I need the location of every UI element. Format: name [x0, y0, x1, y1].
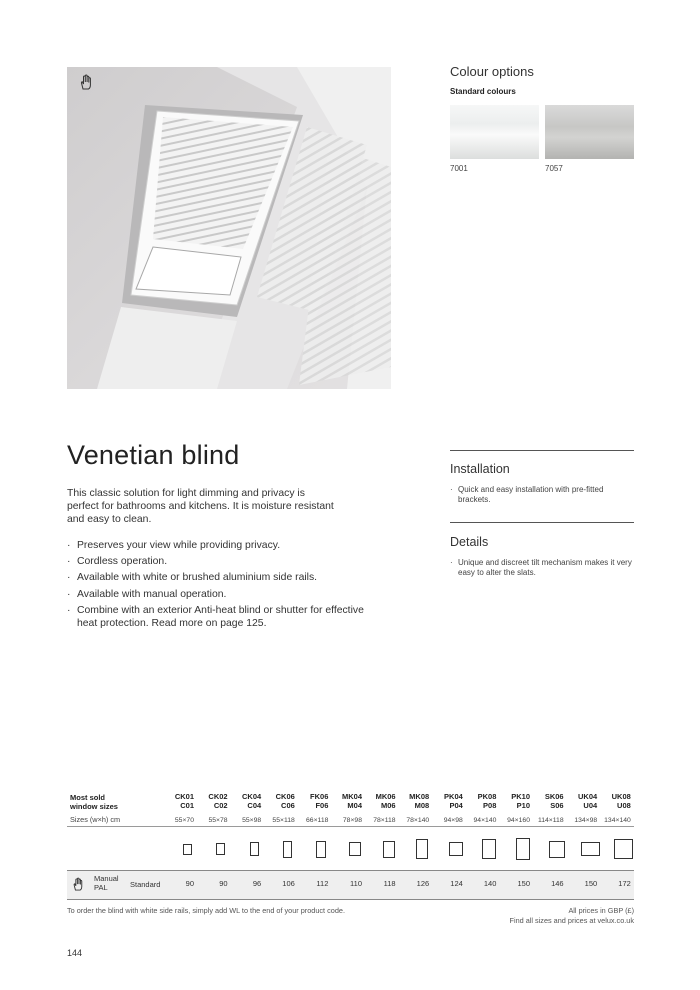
- swatch-code: 7001: [450, 164, 468, 173]
- installation-list: [450, 485, 634, 504]
- operation-line1: Manual: [94, 874, 119, 883]
- table-column: [298, 792, 329, 824]
- bullet: ·: [67, 572, 71, 584]
- bullet: ·: [67, 540, 71, 551]
- colour-swatch-7057: [545, 105, 634, 159]
- price-value: 146: [551, 879, 564, 888]
- size-value: 78×98: [342, 817, 362, 824]
- bullet: ·: [450, 558, 453, 567]
- table-column: [332, 792, 362, 824]
- bullet: ·: [67, 604, 71, 616]
- price-value: 90: [219, 879, 228, 888]
- table-column: [601, 792, 631, 824]
- swatch-code: 7057: [545, 164, 563, 173]
- product-photo: [67, 67, 391, 389]
- price-value: 124: [450, 879, 463, 888]
- intro-paragraph: This classic solution for light dimming and privacy is perfect for bathrooms and kitchens. It is moisture resistant and easy to clean.: [67, 488, 334, 526]
- product-code: UK04: [578, 792, 598, 801]
- manual-operation-hand-icon: [79, 74, 93, 91]
- product-code: PK04: [444, 792, 463, 801]
- details-list: [450, 558, 634, 577]
- list-item: [450, 558, 634, 577]
- header-label-line1: Most sold: [70, 793, 105, 802]
- window-size-icon: [549, 841, 565, 858]
- page-number: 144: [67, 948, 83, 958]
- window-size-icon: [416, 839, 428, 859]
- window-size-icon: [250, 842, 259, 856]
- product-code-short: F06: [315, 801, 329, 810]
- table-header-label: [70, 793, 118, 811]
- price-value: 90: [185, 879, 194, 888]
- section-divider: [450, 450, 634, 451]
- list-item: [450, 485, 634, 504]
- product-code: MK06: [375, 792, 396, 801]
- page-title: Venetian blind: [67, 440, 240, 470]
- list-item: [67, 539, 367, 552]
- product-code-short: C04: [247, 801, 262, 810]
- size-value: 78×118: [373, 817, 396, 824]
- product-code: FK06: [310, 792, 329, 801]
- sizes-label: Sizes (w×h) cm: [70, 815, 121, 824]
- order-note: To order the blind with white side rails, simply add WL to the end of your product code.: [67, 906, 345, 915]
- window-size-icon: [349, 842, 361, 856]
- table-column: [567, 792, 598, 824]
- feature-text: Cordless operation.: [77, 556, 168, 568]
- product-code: PK10: [511, 792, 530, 801]
- header-label-line2: window sizes: [70, 802, 118, 811]
- product-code-short: U04: [583, 801, 598, 810]
- product-code-short: U08: [617, 801, 631, 810]
- size-value: 55×78: [208, 817, 228, 824]
- operation-label: [94, 874, 119, 892]
- variant-label: Standard: [130, 880, 161, 889]
- product-code-short: M08: [414, 801, 430, 810]
- installation-title: Installation: [450, 462, 510, 476]
- product-code-short: C02: [213, 801, 228, 810]
- price-value: 118: [383, 879, 396, 888]
- size-value: 94×140: [473, 817, 497, 824]
- table-column: [366, 792, 396, 824]
- size-value: 134×98: [574, 817, 598, 824]
- section-divider: [450, 522, 634, 523]
- table-column: [164, 792, 194, 824]
- prices-note: [509, 906, 634, 926]
- list-item: [67, 571, 367, 584]
- window-size-icon: [316, 841, 326, 858]
- price-value: 150: [584, 879, 598, 888]
- window-size-icon: [183, 844, 192, 855]
- product-code-short: P08: [483, 801, 497, 810]
- table-column: [399, 792, 430, 824]
- details-text: Unique and discreet tilt mechanism makes it very easy to alter the slats.: [458, 558, 632, 577]
- table-column: [433, 792, 463, 824]
- list-item: [67, 555, 367, 568]
- product-code-short: M06: [381, 801, 396, 810]
- feature-text: Preserves your view while providing privacy.: [77, 540, 281, 551]
- skylight-venetian-blind-illustration: [67, 67, 391, 389]
- price-value: 110: [350, 879, 362, 888]
- price-value: 112: [316, 879, 329, 888]
- colour-swatch-7001: [450, 105, 539, 159]
- size-value: 66×118: [306, 817, 329, 824]
- window-size-icon: [283, 841, 292, 858]
- window-size-icon: [482, 839, 496, 859]
- installation-text: Quick and easy installation with pre-fitted brackets.: [458, 485, 604, 504]
- size-value: 55×118: [272, 817, 295, 824]
- operation-line2: PAL: [94, 883, 108, 892]
- product-code-short: M04: [347, 801, 362, 810]
- feature-text: Combine with an exterior Anti-heat blind or shutter for effective heat protection. Read more on page 125.: [77, 604, 364, 630]
- product-code: CK01: [174, 792, 194, 801]
- product-code-short: P04: [449, 801, 463, 810]
- details-title: Details: [450, 535, 489, 549]
- product-code-short: S06: [550, 801, 564, 810]
- product-code: MK08: [409, 792, 430, 801]
- table-column: [534, 792, 564, 824]
- feature-text: Available with manual operation.: [77, 588, 227, 600]
- product-code: CK02: [208, 792, 228, 801]
- price-value: 96: [252, 879, 262, 888]
- table-column: [500, 792, 530, 824]
- size-value: 55×70: [174, 817, 194, 824]
- price-value: 172: [618, 879, 631, 888]
- size-value: 78×140: [406, 817, 430, 824]
- product-code-short: C06: [281, 801, 295, 810]
- product-code: CK06: [275, 792, 295, 801]
- window-size-icon: [581, 842, 600, 856]
- prices-line2: Find all sizes and prices at velux.co.uk: [509, 916, 634, 925]
- bullet: ·: [450, 485, 453, 494]
- product-code: CK04: [242, 792, 262, 801]
- manual-operation-hand-icon: [72, 877, 84, 892]
- price-value: 126: [416, 879, 430, 888]
- list-item: [67, 604, 367, 630]
- product-code: PK08: [477, 792, 497, 801]
- product-code: MK04: [341, 792, 362, 801]
- window-size-icon: [516, 838, 530, 860]
- size-value: 94×98: [443, 817, 463, 824]
- feature-list: [67, 539, 367, 633]
- colour-options-title: Colour options: [450, 64, 534, 79]
- window-size-icon: [216, 843, 225, 855]
- prices-line1: All prices in GBP (£): [568, 906, 634, 915]
- feature-text: Available with white or brushed aluminium side rails.: [77, 572, 318, 584]
- price-value: 106: [282, 879, 295, 888]
- product-code-short: C01: [180, 801, 194, 810]
- table-column: [198, 792, 228, 824]
- product-code: SK06: [544, 792, 564, 801]
- price-value: 150: [517, 879, 530, 888]
- table-column: [466, 792, 497, 824]
- window-size-icon: [614, 839, 633, 859]
- product-code: UK08: [611, 792, 631, 801]
- window-size-icon: [449, 842, 463, 856]
- list-item: [67, 588, 367, 601]
- table-column: [231, 792, 262, 824]
- size-value: 94×160: [507, 817, 530, 824]
- price-value: 140: [483, 879, 497, 888]
- size-value: 55×98: [242, 817, 262, 824]
- product-code-short: P10: [516, 801, 530, 810]
- bullet: ·: [67, 588, 71, 600]
- standard-colours-subtitle: Standard colours: [450, 87, 516, 96]
- size-value: 134×140: [604, 817, 631, 824]
- size-value: 114×118: [537, 817, 564, 824]
- table-divider: [67, 826, 634, 827]
- window-size-icon: [383, 841, 395, 858]
- table-column: [265, 792, 295, 824]
- bullet: ·: [67, 556, 71, 568]
